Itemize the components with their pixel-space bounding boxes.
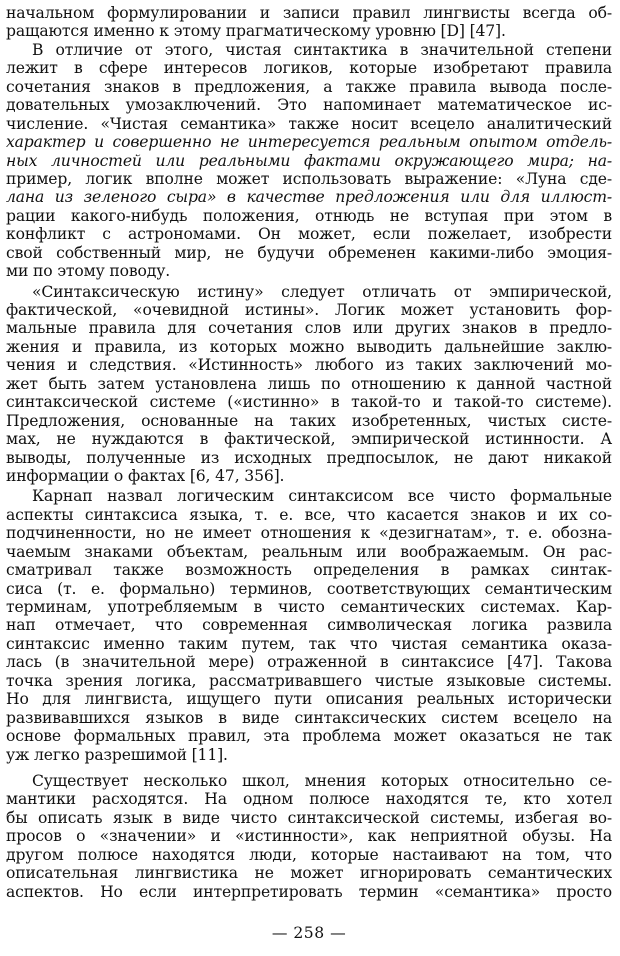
text-line: мах, не нуждаются в фактической, эмпирической истинности. А xyxy=(6,430,612,449)
text-line: сочетания знаков в предложения, а также правила вывода после- xyxy=(6,77,612,96)
text-line: «Синтаксическую истину» следует отличать от эмпирической, xyxy=(32,282,612,301)
text-line: синтаксис именно таким путем, так что чистая семантика оказа- xyxy=(6,634,612,653)
text-line: сиса (т. е. формально) терминов, соответствующих семантическим xyxy=(6,579,612,598)
text-line: В отличие от этого, чистая синтактика в значительной степени xyxy=(32,40,612,59)
text-line: лась (в значительной мере) отраженной в синтаксисе [47]. Такова xyxy=(6,653,612,672)
text-line: пример, логик вполне может использовать выражение: «Луна сде- xyxy=(6,169,612,188)
text-line: ращаются именно к этому прагматическому уровню [D] [47]. xyxy=(6,22,506,41)
text-line: основе формальных правил, эта проблема может оказаться не так xyxy=(6,727,612,746)
text-line: выводы, полученные из исходных предпосылок, не дают никакой xyxy=(6,448,612,467)
text-line: точка зрения логика, рассматривавшего чистые языковые системы. xyxy=(6,671,612,690)
text-line: чаемым знаками объектам, реальным или воображаемым. Он рас- xyxy=(6,542,612,561)
text-line: Но для лингвиста, ищущего пути описания реальных исторически xyxy=(6,690,612,709)
text-line: лежит в сфере интересов логиков, которые изобретают правила xyxy=(6,59,612,78)
text-line: Предложения, основанные на таких изобретенных, чистых систе- xyxy=(6,411,612,430)
paragraph-carnap xyxy=(6,487,612,764)
text-line: терминам, употребляемым в чисто семантических системах. Кар- xyxy=(6,598,612,616)
page-number: — 258 — xyxy=(271,924,347,942)
text-line: характер и совершенно не интересуется реальным опытом отдель- xyxy=(6,133,612,152)
paragraph-gap xyxy=(6,764,612,772)
book-page xyxy=(6,4,612,952)
text-line: аспектов. Но если интерпретировать термин «семантика» просто xyxy=(6,882,612,901)
paragraph-syntactic-truth xyxy=(6,283,612,486)
text-line: фактической, «очевидной истины». Логик может установить фор- xyxy=(6,301,612,319)
text-line: свой собственный мир, не будучи обременен какими-либо эмоция- xyxy=(6,243,612,262)
text-line: синтаксической системе («истинно» в такой-то и такой-то системе). xyxy=(6,393,612,412)
text-line: ми по этому поводу. xyxy=(6,262,171,281)
text-line: ных личностей или реальными фактами окружающего мира; на- xyxy=(6,151,612,170)
text-line: описательная лингвистика не может игнорировать семантических xyxy=(6,864,612,883)
text-line: Карнап назвал логическим синтаксисом все чисто формальные xyxy=(32,487,612,506)
paragraph-schools xyxy=(6,772,612,901)
paragraph-continuation xyxy=(6,4,612,41)
text-line: аспекты синтаксиса языка, т. е. все, что касается знаков и их со- xyxy=(6,505,612,524)
text-line: подчиненности, но не имеет отношения к «дезигнатам», т. е. обозна- xyxy=(6,524,612,543)
text-line: жения и правила, из которых можно выводить дальнейшие заклю- xyxy=(6,337,612,356)
text-line: информации о фактах [6, 47, 356]. xyxy=(6,466,285,485)
text-line: довательных умозаключений. Это напоминает математическое ис- xyxy=(6,96,612,115)
text-line: другом полюсе находятся люди, которые настаивают на том, что xyxy=(6,845,612,864)
text-line: нап отмечает, что современная символическая логика развила xyxy=(6,616,612,635)
text-line: бы описать язык в виде чисто синтаксической системы, избегая во- xyxy=(6,808,612,827)
text-line: мальные правила для сочетания слов или других знаков в предло- xyxy=(6,319,612,338)
text-line: просов о «значении» и «истинности», как неприятной обузы. На xyxy=(6,827,612,846)
text-line: жет быть затем установлена лишь по отношению к данной частной xyxy=(6,374,612,393)
text-line: конфликт с астрономами. Он может, если пожелает, изобрести xyxy=(6,225,612,244)
text-line: уж легко разрешимой [11]. xyxy=(6,745,228,764)
text-line: сматривал также возможность определения в рамках синтак- xyxy=(6,561,612,580)
text-line: начальном формулировании и записи правил лингвисты всегда об- xyxy=(6,4,612,22)
text-line: лана из зеленого сыра» в качестве предложения или для иллюст- xyxy=(6,188,612,207)
text-line: числение. «Чистая семантика» также носит всецело аналитический xyxy=(6,114,612,133)
text-line: рации какого-нибудь положения, отнюдь не вступая при этом в xyxy=(6,206,612,225)
text-line: мантики расходятся. На одном полюсе находятся те, кто хотел xyxy=(6,790,612,809)
text-line: чения и следствия. «Истинность» любого из таких заключений мо- xyxy=(6,356,612,375)
text-line: Существует несколько школ, мнения которых относительно се- xyxy=(32,771,612,790)
text-line: развивавшихся языков в виде синтаксических систем всецело на xyxy=(6,708,612,727)
paragraph-pure-syntactics xyxy=(6,41,612,281)
